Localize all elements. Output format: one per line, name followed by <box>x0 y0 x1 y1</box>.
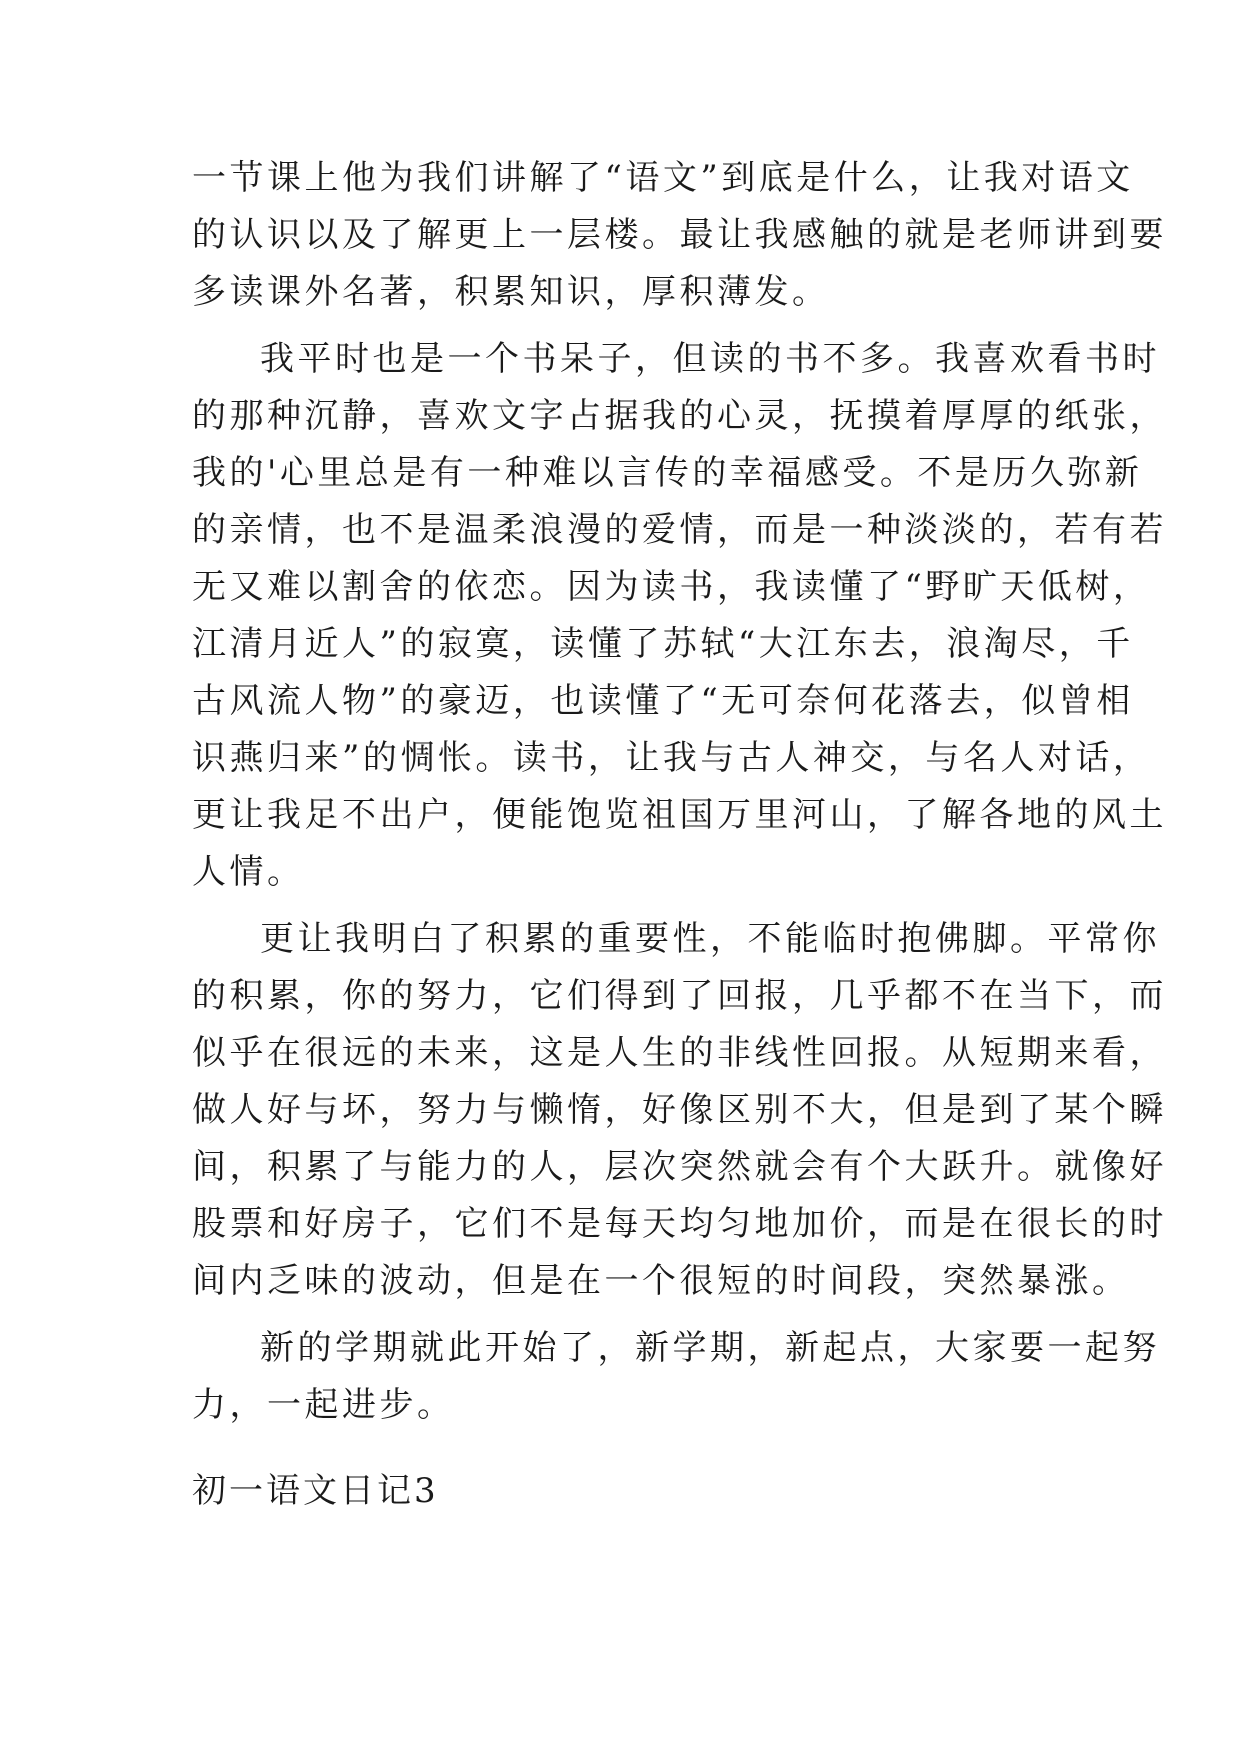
text-line: 新的学期就此开始了，新学期，新起点，大家要一起努 <box>260 1328 1160 1368</box>
text-line: 我的'心里总是有一种难以言传的幸福感受。不是历久弥新 <box>192 453 1143 493</box>
body-text <box>192 150 1167 1434</box>
text-line: 间，积累了与能力的人，层次突然就会有个大跃升。就像好 <box>192 1147 1167 1187</box>
text-line: 的认识以及了解更上一层楼。最让我感触的就是老师讲到要 <box>192 215 1167 255</box>
text-line: 的积累，你的努力，它们得到了回报，几乎都不在当下，而 <box>192 976 1167 1016</box>
paragraph-1 <box>192 150 1167 321</box>
section-heading: 初一语文日记3 <box>192 1471 439 1511</box>
text-line: 一节课上他为我们讲解了“语文”到底是什么，让我对语文 <box>192 158 1134 198</box>
paragraph-3 <box>192 911 1167 1310</box>
paragraph-2 <box>192 331 1167 901</box>
text-line: 似乎在很远的未来，这是人生的非线性回报。从短期来看， <box>192 1033 1167 1073</box>
text-line: 更让我足不出户，便能饱览祖国万里河山，了解各地的风土 <box>192 795 1167 835</box>
text-line: 的那种沉静，喜欢文字占据我的心灵，抚摸着厚厚的纸张， <box>192 396 1167 436</box>
text-line: 江清月近人”的寂寞，读懂了苏轼“大江东去，浪淘尽，千 <box>192 624 1134 664</box>
text-line: 间内乏味的波动，但是在一个很短的时间段，突然暴涨。 <box>192 1261 1130 1301</box>
text-line: 无又难以割舍的依恋。因为读书，我读懂了“野旷天低树， <box>192 567 1151 607</box>
text-line: 更让我明白了积累的重要性，不能临时抱佛脚。平常你 <box>260 919 1160 959</box>
text-line: 古风流人物”的豪迈，也读懂了“无可奈何花落去，似曾相 <box>192 681 1134 721</box>
text-line: 我平时也是一个书呆子，但读的书不多。我喜欢看书时 <box>260 339 1160 379</box>
text-line: 识燕归来”的惆怅。读书，让我与古人神交，与名人对话， <box>192 738 1151 778</box>
text-line: 多读课外名著，积累知识，厚积薄发。 <box>192 272 830 312</box>
text-line: 力，一起进步。 <box>192 1385 455 1425</box>
paragraph-4 <box>192 1320 1160 1434</box>
text-line: 的亲情，也不是温柔浪漫的爱情，而是一种淡淡的，若有若 <box>192 510 1167 550</box>
text-line: 人情。 <box>192 852 305 892</box>
text-line: 做人好与坏，努力与懒惰，好像区别不大，但是到了某个瞬 <box>192 1090 1167 1130</box>
text-line: 股票和好房子，它们不是每天均匀地加价，而是在很长的时 <box>192 1204 1167 1244</box>
